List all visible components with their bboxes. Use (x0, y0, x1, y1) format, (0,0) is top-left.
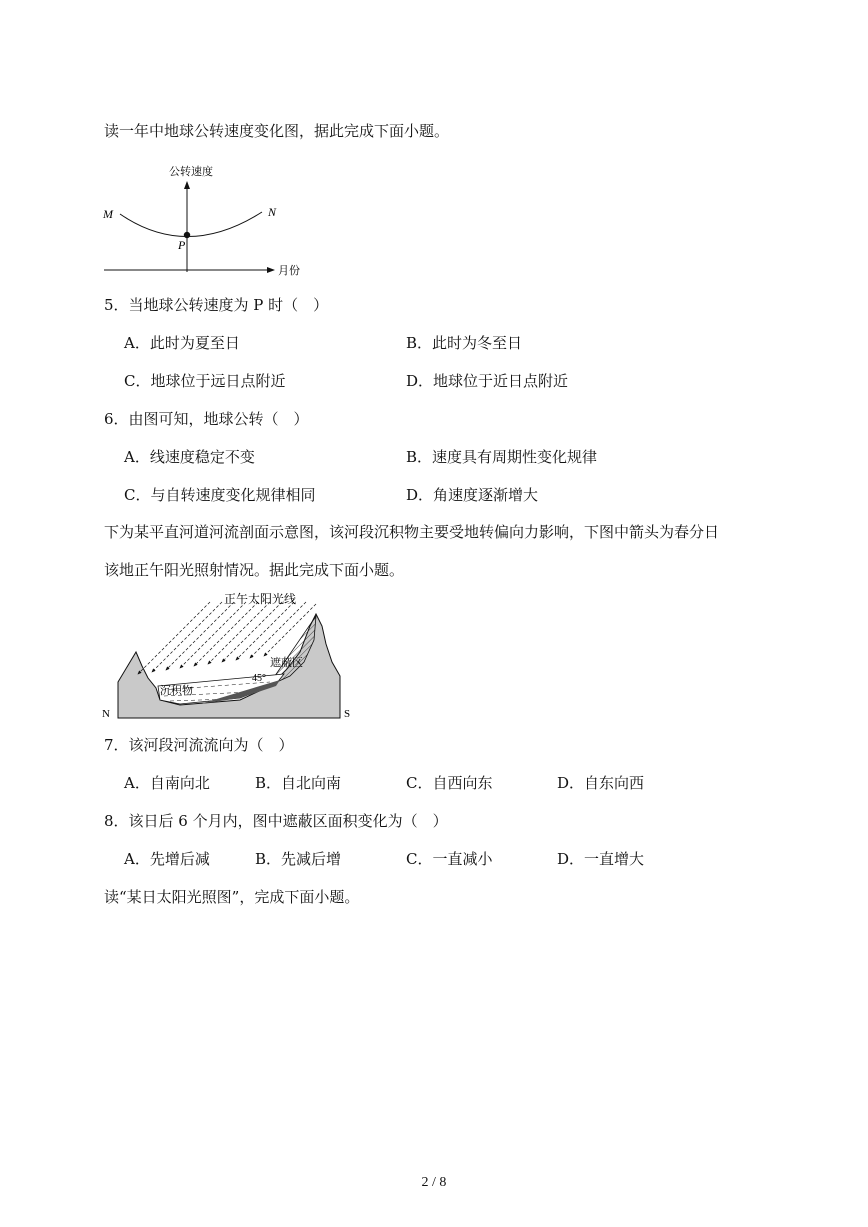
q6-option-d[interactable]: D．角速度逐渐增大 (406, 486, 539, 504)
q6-option-a[interactable]: A．线速度稳定不变 (124, 448, 255, 466)
q8-option-a[interactable]: A．先增后减 (124, 850, 210, 868)
q5-option-b[interactable]: B．此时为冬至日 (406, 334, 523, 352)
q7-option-a[interactable]: A．自南向北 (124, 774, 210, 792)
q6-stem: 6．由图可知，地球公转（ ） (104, 410, 309, 428)
shade-label: 遮蔽区 (270, 656, 303, 669)
q6-option-c[interactable]: C．与自转速度变化规律相同 (124, 486, 316, 504)
q7-option-d[interactable]: D．自东向西 (557, 774, 645, 792)
page-number: 2 / 8 (421, 1175, 447, 1190)
q5-option-a[interactable]: A．此时为夏至日 (124, 334, 240, 352)
q8-option-d[interactable]: D．一直增大 (557, 850, 645, 868)
q7-option-c[interactable]: C．自西向东 (406, 774, 493, 792)
sediment-label: 沉积物 (160, 684, 193, 697)
x-axis-label: 月份 (278, 264, 300, 277)
q8-stem: 8．该日后 6 个月内，图中遮蔽区面积变化为（ ） (104, 812, 448, 830)
intro-text-3: 读“某日太阳光照图”，完成下面小题。 (104, 888, 360, 906)
q8-option-b[interactable]: B．先减后增 (255, 850, 342, 868)
intro-text-2-line2: 该地正午阳光照射情况。据此完成下面小题。 (104, 561, 405, 579)
sunlight-title: 正午太阳光线 (224, 592, 297, 606)
orbital-speed-figure (98, 158, 300, 282)
q6-option-b[interactable]: B．速度具有周期性变化规律 (406, 448, 598, 466)
label-p: P (178, 238, 186, 252)
label-m: M (103, 207, 113, 221)
q7-stem: 7．该河段河流流向为（ ） (104, 736, 294, 754)
angle-label: 45° (252, 673, 266, 684)
intro-text-2-line1: 下为某平直河道河流剖面示意图，该河段沉积物主要受地转偏向力影响，下图中箭头为春分日 (104, 523, 720, 541)
north-label: N (102, 708, 110, 720)
river-profile-figure (100, 590, 362, 722)
south-label: S (344, 708, 351, 720)
y-axis-label: 公转速度 (169, 165, 213, 178)
q5-stem: 5．当地球公转速度为 P 时（ ） (104, 296, 329, 314)
q8-option-c[interactable]: C．一直减小 (406, 850, 493, 868)
q7-option-b[interactable]: B．自北向南 (255, 774, 342, 792)
label-n: N (268, 205, 277, 219)
speed-curve (120, 212, 262, 237)
q5-option-c[interactable]: C．地球位于远日点附近 (124, 372, 286, 390)
q5-option-d[interactable]: D．地球位于近日点附近 (406, 372, 569, 390)
intro-text-1: 读一年中地球公转速度变化图，据此完成下面小题。 (104, 122, 450, 140)
